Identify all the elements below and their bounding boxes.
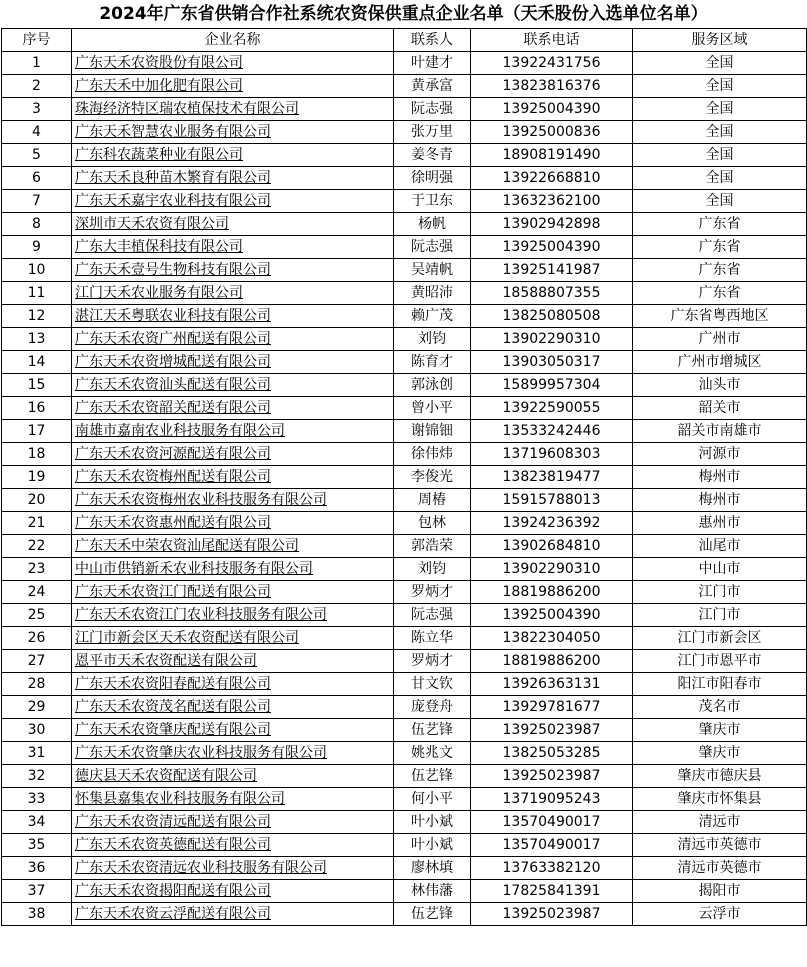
cell-seq: 30 xyxy=(2,719,72,742)
cell-seq: 8 xyxy=(2,213,72,236)
cell-service-area: 揭阳市 xyxy=(633,880,807,903)
cell-phone: 18588807355 xyxy=(471,282,633,305)
cell-contact: 包林 xyxy=(394,512,471,535)
cell-service-area: 广东省粤西地区 xyxy=(633,305,807,328)
cell-phone: 13533242446 xyxy=(471,420,633,443)
table-row xyxy=(2,811,807,834)
table-row xyxy=(2,650,807,673)
cell-company-name: 广东天禾农资广州配送有限公司 xyxy=(72,328,394,351)
cell-company-name: 广东天禾农资韶关配送有限公司 xyxy=(72,397,394,420)
table-row xyxy=(2,466,807,489)
cell-contact: 陈立华 xyxy=(394,627,471,650)
table-row xyxy=(2,857,807,880)
cell-service-area: 广州市 xyxy=(633,328,807,351)
cell-service-area: 广东省 xyxy=(633,236,807,259)
cell-company-name: 广东天禾壹号生物科技有限公司 xyxy=(72,259,394,282)
cell-contact: 刘钧 xyxy=(394,558,471,581)
cell-phone: 13925000836 xyxy=(471,121,633,144)
table-row xyxy=(2,236,807,259)
cell-service-area: 梅州市 xyxy=(633,466,807,489)
cell-contact: 阮志强 xyxy=(394,236,471,259)
cell-phone: 13719095243 xyxy=(471,788,633,811)
table-row xyxy=(2,328,807,351)
cell-service-area: 汕尾市 xyxy=(633,535,807,558)
cell-service-area: 阳江市阳春市 xyxy=(633,673,807,696)
cell-company-name: 广东天禾农资阳春配送有限公司 xyxy=(72,673,394,696)
cell-contact: 罗炳才 xyxy=(394,581,471,604)
cell-seq: 38 xyxy=(2,903,72,926)
cell-seq: 25 xyxy=(2,604,72,627)
cell-phone: 13922431756 xyxy=(471,52,633,75)
cell-phone: 13925141987 xyxy=(471,259,633,282)
cell-phone: 15899957304 xyxy=(471,374,633,397)
cell-service-area: 全国 xyxy=(633,190,807,213)
cell-company-name: 珠海经济特区瑞农植保技术有限公司 xyxy=(72,98,394,121)
cell-service-area: 清远市英德市 xyxy=(633,857,807,880)
cell-seq: 16 xyxy=(2,397,72,420)
cell-seq: 18 xyxy=(2,443,72,466)
cell-service-area: 清远市英德市 xyxy=(633,834,807,857)
table-row xyxy=(2,443,807,466)
cell-phone: 13929781677 xyxy=(471,696,633,719)
table-row xyxy=(2,167,807,190)
cell-phone: 18819886200 xyxy=(471,650,633,673)
cell-contact: 刘钧 xyxy=(394,328,471,351)
cell-contact: 赖广茂 xyxy=(394,305,471,328)
cell-company-name: 广东天禾农资河源配送有限公司 xyxy=(72,443,394,466)
table-row xyxy=(2,374,807,397)
cell-company-name: 广东科农蔬菜种业有限公司 xyxy=(72,144,394,167)
cell-seq: 4 xyxy=(2,121,72,144)
cell-company-name: 广东天禾中荣农资汕尾配送有限公司 xyxy=(72,535,394,558)
table-row xyxy=(2,397,807,420)
cell-service-area: 广东省 xyxy=(633,213,807,236)
cell-contact: 郭浩荣 xyxy=(394,535,471,558)
table-row xyxy=(2,719,807,742)
cell-service-area: 韶关市南雄市 xyxy=(633,420,807,443)
header-service-area: 服务区域 xyxy=(633,29,807,52)
cell-phone: 13902684810 xyxy=(471,535,633,558)
table-row xyxy=(2,121,807,144)
table-row xyxy=(2,282,807,305)
table-body xyxy=(2,52,807,926)
cell-phone: 13570490017 xyxy=(471,834,633,857)
table-row xyxy=(2,627,807,650)
header-phone: 联系电话 xyxy=(471,29,633,52)
table-row xyxy=(2,673,807,696)
cell-company-name: 湛江天禾粤联农业科技有限公司 xyxy=(72,305,394,328)
cell-phone: 13902942898 xyxy=(471,213,633,236)
header-contact: 联系人 xyxy=(394,29,471,52)
table-row xyxy=(2,213,807,236)
cell-seq: 24 xyxy=(2,581,72,604)
cell-company-name: 广东天禾农资肇庆配送有限公司 xyxy=(72,719,394,742)
cell-seq: 15 xyxy=(2,374,72,397)
table-row xyxy=(2,512,807,535)
table-header-row xyxy=(2,29,807,52)
cell-seq: 14 xyxy=(2,351,72,374)
cell-contact: 杨帆 xyxy=(394,213,471,236)
cell-company-name: 广东天禾农资江门配送有限公司 xyxy=(72,581,394,604)
cell-service-area: 全国 xyxy=(633,167,807,190)
cell-contact: 伍艺锋 xyxy=(394,719,471,742)
table-row xyxy=(2,52,807,75)
cell-service-area: 全国 xyxy=(633,98,807,121)
table-row xyxy=(2,765,807,788)
cell-service-area: 全国 xyxy=(633,144,807,167)
cell-company-name: 恩平市天禾农资配送有限公司 xyxy=(72,650,394,673)
header-seq: 序号 xyxy=(2,29,72,52)
table-row xyxy=(2,788,807,811)
cell-seq: 36 xyxy=(2,857,72,880)
cell-contact: 何小平 xyxy=(394,788,471,811)
table-row xyxy=(2,742,807,765)
cell-service-area: 韶关市 xyxy=(633,397,807,420)
cell-seq: 1 xyxy=(2,52,72,75)
cell-service-area: 江门市 xyxy=(633,604,807,627)
cell-seq: 22 xyxy=(2,535,72,558)
cell-contact: 于卫东 xyxy=(394,190,471,213)
cell-service-area: 肇庆市 xyxy=(633,719,807,742)
cell-company-name: 广东天禾农资清远农业科技服务有限公司 xyxy=(72,857,394,880)
cell-seq: 20 xyxy=(2,489,72,512)
cell-seq: 29 xyxy=(2,696,72,719)
cell-seq: 12 xyxy=(2,305,72,328)
cell-company-name: 广东天禾农资江门农业科技服务有限公司 xyxy=(72,604,394,627)
cell-seq: 13 xyxy=(2,328,72,351)
cell-company-name: 广东天禾农资梅州配送有限公司 xyxy=(72,466,394,489)
cell-service-area: 江门市 xyxy=(633,581,807,604)
cell-phone: 13823819477 xyxy=(471,466,633,489)
cell-phone: 13926363131 xyxy=(471,673,633,696)
cell-service-area: 梅州市 xyxy=(633,489,807,512)
cell-seq: 27 xyxy=(2,650,72,673)
table-row xyxy=(2,581,807,604)
cell-phone: 13902290310 xyxy=(471,328,633,351)
cell-company-name: 广东天禾农资惠州配送有限公司 xyxy=(72,512,394,535)
cell-company-name: 深圳市天禾农资有限公司 xyxy=(72,213,394,236)
cell-company-name: 广东天禾智慧农业服务有限公司 xyxy=(72,121,394,144)
cell-service-area: 肇庆市德庆县 xyxy=(633,765,807,788)
cell-company-name: 广东天禾农资清远配送有限公司 xyxy=(72,811,394,834)
table-row xyxy=(2,190,807,213)
table-row xyxy=(2,604,807,627)
cell-contact: 廖林填 xyxy=(394,857,471,880)
cell-service-area: 肇庆市怀集县 xyxy=(633,788,807,811)
cell-contact: 黄承富 xyxy=(394,75,471,98)
cell-service-area: 江门市新会区 xyxy=(633,627,807,650)
cell-contact: 吴靖帆 xyxy=(394,259,471,282)
cell-phone: 13903050317 xyxy=(471,351,633,374)
cell-seq: 9 xyxy=(2,236,72,259)
cell-contact: 姚兆文 xyxy=(394,742,471,765)
cell-service-area: 广东省 xyxy=(633,259,807,282)
cell-company-name: 广东天禾农资股份有限公司 xyxy=(72,52,394,75)
cell-company-name: 德庆县天禾农资配送有限公司 xyxy=(72,765,394,788)
cell-company-name: 广东天禾农资英德配送有限公司 xyxy=(72,834,394,857)
cell-contact: 陈育才 xyxy=(394,351,471,374)
cell-service-area: 茂名市 xyxy=(633,696,807,719)
table-row xyxy=(2,351,807,374)
cell-service-area: 全国 xyxy=(633,52,807,75)
cell-seq: 7 xyxy=(2,190,72,213)
cell-seq: 26 xyxy=(2,627,72,650)
cell-contact: 周椿 xyxy=(394,489,471,512)
cell-contact: 伍艺锋 xyxy=(394,765,471,788)
cell-contact: 叶小斌 xyxy=(394,834,471,857)
cell-phone: 13632362100 xyxy=(471,190,633,213)
cell-company-name: 江门天禾农业服务有限公司 xyxy=(72,282,394,305)
cell-service-area: 汕头市 xyxy=(633,374,807,397)
cell-service-area: 中山市 xyxy=(633,558,807,581)
cell-contact: 叶小斌 xyxy=(394,811,471,834)
cell-service-area: 江门市恩平市 xyxy=(633,650,807,673)
cell-contact: 甘文钦 xyxy=(394,673,471,696)
cell-phone: 13825053285 xyxy=(471,742,633,765)
cell-phone: 13763382120 xyxy=(471,857,633,880)
table-row xyxy=(2,903,807,926)
page-title: 2024年广东省供销合作社系统农资保供重点企业名单（天禾股份入选单位名单） xyxy=(99,4,708,24)
cell-seq: 2 xyxy=(2,75,72,98)
cell-company-name: 江门市新会区天禾农资配送有限公司 xyxy=(72,627,394,650)
cell-service-area: 广东省 xyxy=(633,282,807,305)
cell-service-area: 全国 xyxy=(633,121,807,144)
cell-contact: 阮志强 xyxy=(394,98,471,121)
cell-company-name: 广东天禾农资增城配送有限公司 xyxy=(72,351,394,374)
cell-company-name: 广东天禾农资肇庆农业科技服务有限公司 xyxy=(72,742,394,765)
cell-phone: 18819886200 xyxy=(471,581,633,604)
cell-seq: 6 xyxy=(2,167,72,190)
cell-contact: 曾小平 xyxy=(394,397,471,420)
cell-phone: 13925023987 xyxy=(471,719,633,742)
table-row xyxy=(2,259,807,282)
cell-company-name: 广东天禾嘉宇农业科技有限公司 xyxy=(72,190,394,213)
cell-company-name: 广东天禾良种苗木繁育有限公司 xyxy=(72,167,394,190)
cell-phone: 17825841391 xyxy=(471,880,633,903)
cell-service-area: 全国 xyxy=(633,75,807,98)
enterprise-table xyxy=(1,28,807,926)
cell-seq: 11 xyxy=(2,282,72,305)
cell-seq: 10 xyxy=(2,259,72,282)
cell-contact: 姜冬青 xyxy=(394,144,471,167)
cell-seq: 21 xyxy=(2,512,72,535)
table-row xyxy=(2,535,807,558)
table-row xyxy=(2,558,807,581)
cell-contact: 徐明强 xyxy=(394,167,471,190)
cell-seq: 3 xyxy=(2,98,72,121)
cell-phone: 13924236392 xyxy=(471,512,633,535)
cell-phone: 15915788013 xyxy=(471,489,633,512)
cell-phone: 13925004390 xyxy=(471,98,633,121)
table-row xyxy=(2,834,807,857)
cell-contact: 叶建才 xyxy=(394,52,471,75)
cell-seq: 31 xyxy=(2,742,72,765)
cell-phone: 13825080508 xyxy=(471,305,633,328)
cell-seq: 28 xyxy=(2,673,72,696)
cell-seq: 5 xyxy=(2,144,72,167)
cell-company-name: 广东天禾农资梅州农业科技服务有限公司 xyxy=(72,489,394,512)
cell-company-name: 中山市供销新禾农业科技服务有限公司 xyxy=(72,558,394,581)
cell-phone: 13925023987 xyxy=(471,765,633,788)
cell-company-name: 怀集县嘉集农业科技服务有限公司 xyxy=(72,788,394,811)
cell-company-name: 广东天禾中加化肥有限公司 xyxy=(72,75,394,98)
cell-company-name: 广东大丰植保科技有限公司 xyxy=(72,236,394,259)
cell-contact: 徐伟炜 xyxy=(394,443,471,466)
cell-service-area: 清远市 xyxy=(633,811,807,834)
cell-service-area: 肇庆市 xyxy=(633,742,807,765)
cell-phone: 13922590055 xyxy=(471,397,633,420)
cell-service-area: 河源市 xyxy=(633,443,807,466)
cell-phone: 13925004390 xyxy=(471,604,633,627)
cell-phone: 13922668810 xyxy=(471,167,633,190)
table-row xyxy=(2,75,807,98)
cell-contact: 谢锦钿 xyxy=(394,420,471,443)
cell-company-name: 广东天禾农资茂名配送有限公司 xyxy=(72,696,394,719)
header-company-name: 企业名称 xyxy=(72,29,394,52)
table-row xyxy=(2,489,807,512)
table-row xyxy=(2,98,807,121)
cell-phone: 18908191490 xyxy=(471,144,633,167)
cell-service-area: 惠州市 xyxy=(633,512,807,535)
cell-contact: 郭泳创 xyxy=(394,374,471,397)
cell-contact: 阮志强 xyxy=(394,604,471,627)
cell-service-area: 广州市增城区 xyxy=(633,351,807,374)
cell-seq: 37 xyxy=(2,880,72,903)
table-row xyxy=(2,420,807,443)
table-row xyxy=(2,880,807,903)
cell-phone: 13902290310 xyxy=(471,558,633,581)
cell-contact: 黄昭沛 xyxy=(394,282,471,305)
cell-phone: 13925004390 xyxy=(471,236,633,259)
cell-seq: 23 xyxy=(2,558,72,581)
table-row xyxy=(2,696,807,719)
cell-seq: 33 xyxy=(2,788,72,811)
cell-phone: 13823816376 xyxy=(471,75,633,98)
cell-contact: 李俊光 xyxy=(394,466,471,489)
cell-contact: 伍艺锋 xyxy=(394,903,471,926)
cell-contact: 张万里 xyxy=(394,121,471,144)
cell-phone: 13570490017 xyxy=(471,811,633,834)
cell-service-area: 云浮市 xyxy=(633,903,807,926)
table-row xyxy=(2,305,807,328)
cell-contact: 罗炳才 xyxy=(394,650,471,673)
cell-seq: 19 xyxy=(2,466,72,489)
cell-phone: 13925023987 xyxy=(471,903,633,926)
cell-seq: 32 xyxy=(2,765,72,788)
cell-phone: 13719608303 xyxy=(471,443,633,466)
cell-seq: 34 xyxy=(2,811,72,834)
cell-contact: 庞登舟 xyxy=(394,696,471,719)
cell-company-name: 广东天禾农资揭阳配送有限公司 xyxy=(72,880,394,903)
cell-contact: 林伟藩 xyxy=(394,880,471,903)
table-row xyxy=(2,144,807,167)
cell-company-name: 广东天禾农资汕头配送有限公司 xyxy=(72,374,394,397)
cell-company-name: 南雄市嘉南农业科技服务有限公司 xyxy=(72,420,394,443)
cell-company-name: 广东天禾农资云浮配送有限公司 xyxy=(72,903,394,926)
cell-seq: 17 xyxy=(2,420,72,443)
cell-seq: 35 xyxy=(2,834,72,857)
cell-phone: 13822304050 xyxy=(471,627,633,650)
